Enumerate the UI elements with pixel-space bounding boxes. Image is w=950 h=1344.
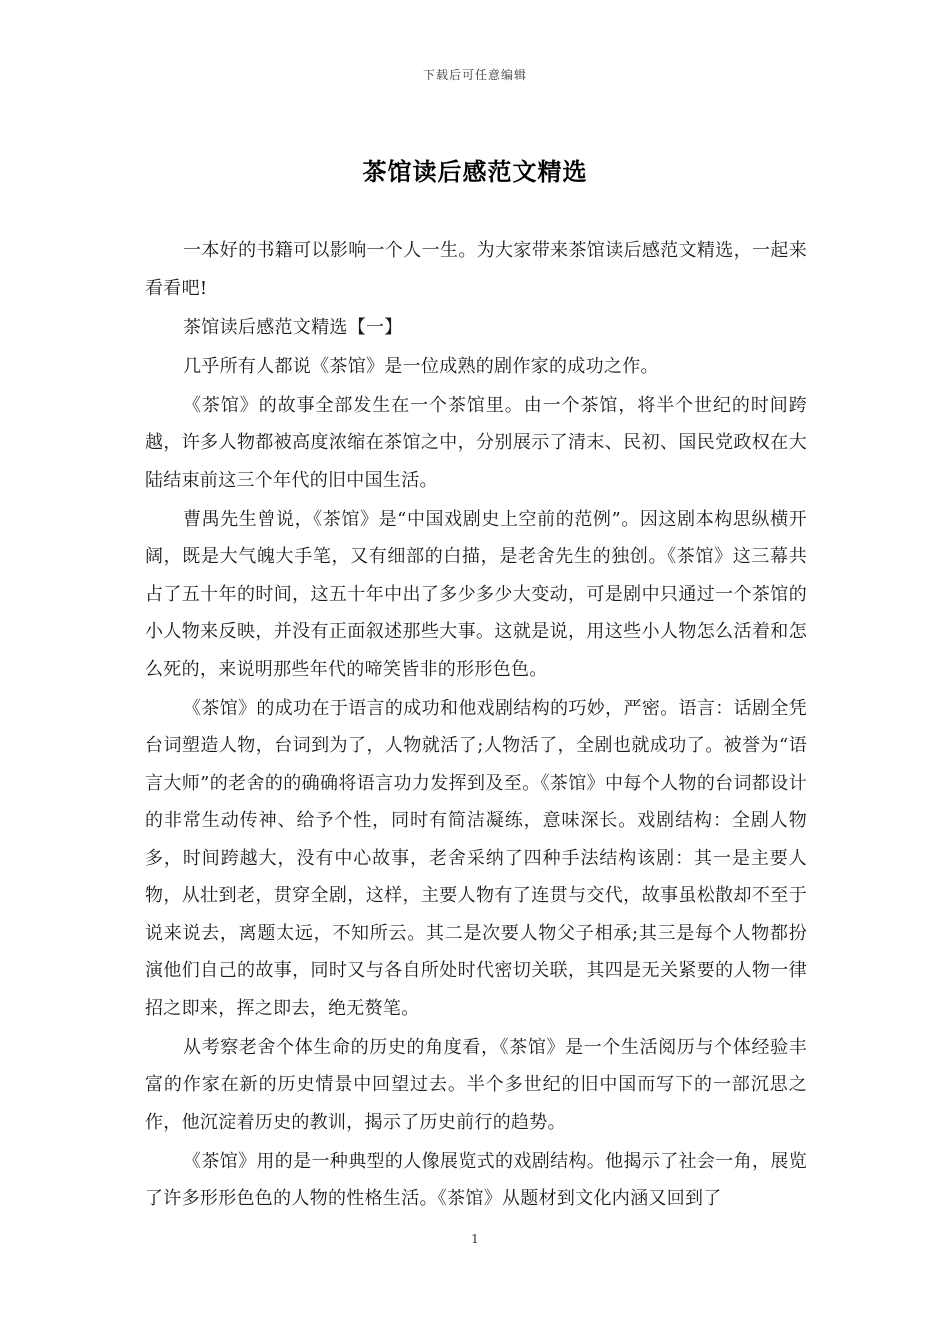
document-title: 茶馆读后感范文精选 xyxy=(362,157,588,186)
paragraph: 从考察老舍个体生命的历史的角度看，《茶馆》是一个生活阅历与个体经验丰富的作家在新的历史情景中回望过去。半个多世纪的旧中国而写下的一部沉思之作，他沉淀着历史的教训，揭示了历史前行的趋势。 xyxy=(145,1036,807,1133)
paragraph: 《茶馆》的成功在于语言的成功和他戏剧结构的巧妙，严密。语言：话剧全凭台词塑造人物，台词到为了，人物就活了;人物活了，全剧也就成功了。被誉为“语言大师”的老舍的的确确将语言功力发挥到及至。《茶馆》中每个人物的台词都设计的非常生动传神、给予个性，同时有简洁凝练，意味深长。戏剧结构：全剧人物多，时间跨越大，没有中心故事，老舍采纳了四种手法结构该剧：其一是主要人物，从壮到老，贯穿全剧，这样，主要人物有了连贯与交代，故事虽松散却不至于说来说去，离题太远，不知所云。其二是次要人物父子相承;其三是每个人物都扮演他们自己的故事，同时又与各自所处时代密切关联，其四是无关紧要的人物一律招之即来，挥之即去，绝无赘笔。 xyxy=(145,697,807,1019)
document-body xyxy=(145,232,807,1219)
paragraph: 《茶馆》用的是一种典型的人像展览式的戏剧结构。他揭示了社会一角，展览了许多形形色色的人物的性格生活。《茶馆》从题材到文化内涵又回到了 xyxy=(145,1150,807,1209)
page-header-note: 下载后可任意编辑 xyxy=(422,68,527,82)
page-number: 1 xyxy=(471,1232,479,1246)
section-heading: 茶馆读后感范文精选【一】 xyxy=(183,316,403,338)
paragraph-intro: 一本好的书籍可以影响一个人一生。为大家带来茶馆读后感范文精选，一起来看看吧! xyxy=(145,240,807,299)
paragraph: 曹禺先生曾说，《茶馆》是“中国戏剧史上空前的范例”。因这剧本构思纵横开阔，既是大气魄大手笔，又有细部的白描，是老舍先生的独创。《茶馆》这三幕共占了五十年的时间，这五十年中出了多少多少大变动，可是剧中只通过一个茶馆的小人物来反映，并没有正面叙述那些大事。这就是说，用这些小人物怎么活着和怎么死的，来说明那些年代的啼笑皆非的形形色色。 xyxy=(145,508,807,680)
paragraph: 《茶馆》的故事全部发生在一个茶馆里。由一个茶馆，将半个世纪的时间跨越，许多人物都被高度浓缩在茶馆之中，分别展示了清末、民初、国民党政权在大陆结束前这三个年代的旧中国生活。 xyxy=(145,394,807,491)
paragraph: 几乎所有人都说《茶馆》是一位成熟的剧作家的成功之作。 xyxy=(183,355,659,377)
